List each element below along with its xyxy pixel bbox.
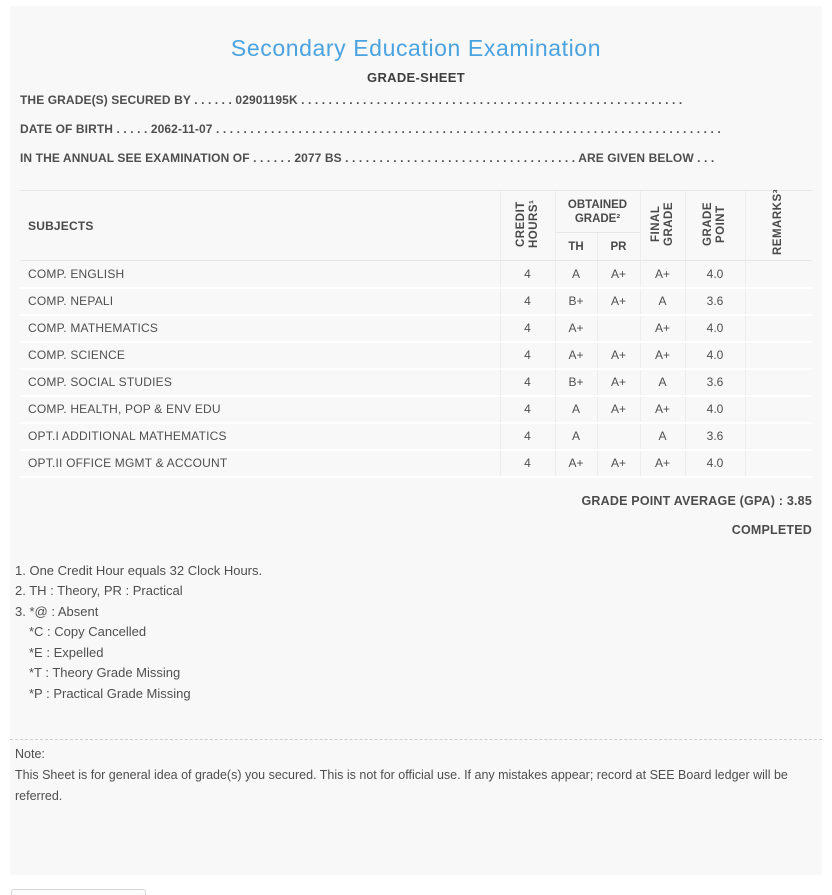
cell-final-grade: A [640,288,685,315]
info-line-exam-year [20,144,812,173]
cell-grade-point: 4.0 [685,261,745,288]
cell-grade-point: 4.0 [685,396,745,423]
info-line-secured-by [20,86,812,115]
cell-th-grade: B+ [555,288,597,315]
cell-credit-hours: 4 [500,369,555,396]
table-row [20,288,812,315]
cut-off-button[interactable] [11,889,146,895]
cell-subject: COMP. HEALTH, POP & ENV EDU [20,396,500,423]
table-row [20,450,812,477]
cell-th-grade: A [555,423,597,450]
header-final-grade: FINAL GRADE [640,191,685,261]
cell-grade-point: 3.6 [685,288,745,315]
header-credit-hours: CREDIT HOURS¹ [500,191,555,261]
cell-remarks [745,423,812,450]
cell-remarks [745,396,812,423]
cell-pr-grade [597,315,640,342]
cell-th-grade: A+ [555,450,597,477]
result-status: COMPLETED [731,522,812,537]
cell-subject: COMP. NEPALI [20,288,500,315]
exam-year-value: 2077 BS [294,151,342,165]
grade-sheet-heading: GRADE-SHEET [367,70,465,85]
cell-subject: OPT.I ADDITIONAL MATHEMATICS [20,423,500,450]
dots-filler: . . . . . . . . . . . . . . . . . . . . . . . . . . . . . . . . . . . . . . . . . . . . . . . . . . . . . . . . . . . . . . . . . . . . . . . . . . [216,122,721,136]
cell-th-grade: A+ [555,315,597,342]
header-th: TH [555,233,597,261]
cell-subject: COMP. SOCIAL STUDIES [20,369,500,396]
cell-grade-point: 4.0 [685,342,745,369]
table-row [20,315,812,342]
cell-grade-point: 3.6 [685,423,745,450]
header-pr: PR [597,233,640,261]
cell-pr-grade: A+ [597,288,640,315]
info-line-date-of-birth [20,115,812,144]
dob-label: DATE OF BIRTH [20,122,114,136]
gpa-line [20,487,812,516]
gpa-value: 3.85 [786,493,812,508]
cell-final-grade: A+ [640,342,685,369]
cell-subject: COMP. ENGLISH [20,261,500,288]
cell-remarks [745,288,812,315]
symbol-number-value: 02901195K [235,93,298,107]
dots-filler: . . . . . [116,122,148,136]
cell-pr-grade: A+ [597,450,640,477]
footnotes-section [15,561,812,705]
grades-table [20,190,812,478]
header-grade-point: GRADE POINT [685,191,745,261]
table-row [20,396,812,423]
note-heading: Note: [15,747,45,761]
cell-remarks [745,369,812,396]
cell-credit-hours: 4 [500,423,555,450]
student-info-section [20,86,812,173]
cell-grade-point: 4.0 [685,450,745,477]
dob-value: 2062-11-07 [150,122,213,136]
cell-remarks [745,261,812,288]
cell-pr-grade: A+ [597,369,640,396]
page-title: Secondary Education Examination [230,35,602,61]
cell-final-grade: A [640,423,685,450]
grades-table-header [20,191,812,261]
cell-th-grade: A+ [555,342,597,369]
cell-remarks [745,342,812,369]
cell-th-grade: B+ [555,369,597,396]
cell-grade-point: 3.6 [685,369,745,396]
cell-final-grade: A+ [640,315,685,342]
dots-filler: . . . . . . [194,93,232,107]
cell-final-grade: A [640,369,685,396]
table-row [20,423,812,450]
dots-filler: . . . . . . [253,151,291,165]
cell-credit-hours: 4 [500,315,555,342]
cell-grade-point: 4.0 [685,315,745,342]
table-row [20,261,812,288]
cell-subject: COMP. SCIENCE [20,342,500,369]
cell-subject: COMP. MATHEMATICS [20,315,500,342]
grade-sheet-card [10,6,822,875]
dots-filler: . . . . . . . . . . . . . . . . . . . . . . . . . . . . . . . . . . [345,151,576,165]
cell-credit-hours: 4 [500,288,555,315]
footnote-credit-hour: 1. One Credit Hour equals 32 Clock Hours. [15,562,263,578]
cell-final-grade: A+ [640,396,685,423]
header-obtained-grade: OBTAINED GRADE² [555,191,640,233]
cell-th-grade: A [555,261,597,288]
footnote-theory-missing: *T : Theory Grade Missing [29,665,181,680]
exam-year-label: IN THE ANNUAL SEE EXAMINATION OF [20,151,250,165]
cell-pr-grade: A+ [597,342,640,369]
cell-pr-grade [597,423,640,450]
dashed-divider [10,739,822,740]
cell-credit-hours: 4 [500,450,555,477]
grades-table-body [20,261,812,477]
secured-by-label: THE GRADE(S) SECURED BY [20,93,191,107]
footnote-copy-cancelled: *C : Copy Cancelled [29,624,147,639]
cell-credit-hours: 4 [500,396,555,423]
cell-final-grade: A+ [640,261,685,288]
given-below-label: ARE GIVEN BELOW . . . [578,151,715,165]
header-remarks: REMARKS³ [745,191,812,261]
cell-credit-hours: 4 [500,261,555,288]
cell-pr-grade: A+ [597,396,640,423]
cell-th-grade: A [555,396,597,423]
cell-credit-hours: 4 [500,342,555,369]
cell-remarks [745,315,812,342]
cell-remarks [745,450,812,477]
cell-final-grade: A+ [640,450,685,477]
cell-subject: OPT.II OFFICE MGMT & ACCOUNT [20,450,500,477]
table-row [20,369,812,396]
cell-pr-grade: A+ [597,261,640,288]
footnote-practical-missing: *P : Practical Grade Missing [29,685,191,701]
note-body: This Sheet is for general idea of grade(s) you secured. This is not for official use. If any mistakes appear; record at SEE Board ledger will be referred. [15,768,788,803]
footnote-absent: 3. *@ : Absent [15,603,99,619]
footnote-th-pr: 2. TH : Theory, PR : Practical [15,583,183,598]
dots-filler: . . . . . . . . . . . . . . . . . . . . . . . . . . . . . . . . . . . . . . . . . . . . . . . . . . . . . . . . [301,93,683,107]
table-row [20,342,812,369]
header-subjects: SUBJECTS [20,191,500,261]
footnote-expelled: *E : Expelled [29,644,104,660]
gpa-label: GRADE POINT AVERAGE (GPA) : [581,493,784,508]
